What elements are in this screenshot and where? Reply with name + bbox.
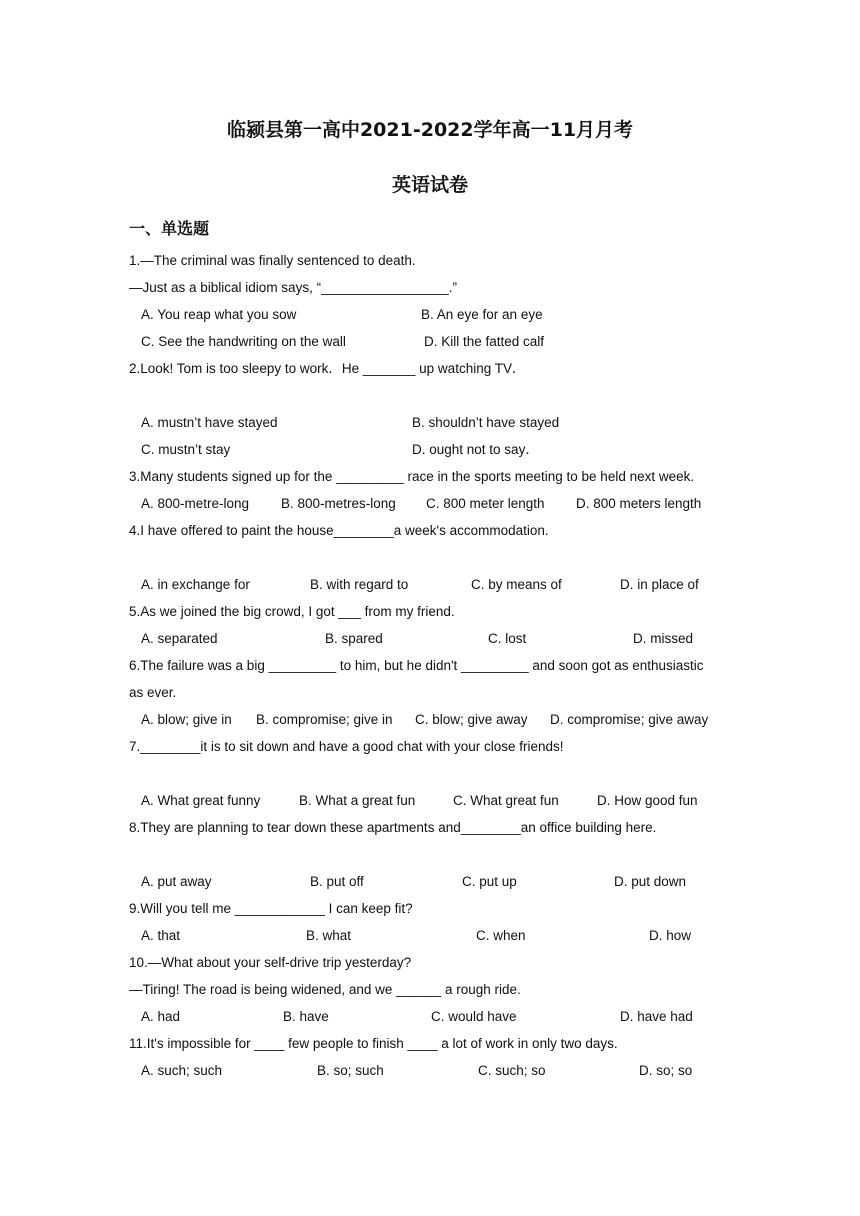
question-7-option-c: C. What great fun <box>453 793 559 808</box>
question-10-option-d: D. have had <box>620 1009 693 1024</box>
question-1-stem: 1.—The criminal was finally sentenced to death. <box>129 253 416 268</box>
section-heading: 一、单选题 <box>129 219 210 238</box>
question-7-option-a: A. What great funny <box>141 793 261 808</box>
question-5-option-d: D. missed <box>633 631 694 646</box>
question-1-option-b: B. An eye for an eye <box>421 307 543 322</box>
question-4-option-c: C. by means of <box>471 577 562 592</box>
question-8-option-a: A. put away <box>141 874 212 889</box>
question-3-option-a: A. 800-metre-long <box>141 496 250 511</box>
question-8-option-b: B. put off <box>310 874 364 889</box>
question-10-stem-line-2: —Tiring! The road is being widened, and we ______ a rough ride. <box>129 982 521 997</box>
question-6-option-c: C. blow; give away <box>415 712 528 727</box>
question-10-stem: 10.—What about your self-drive trip yesterday? <box>129 955 412 970</box>
question-8-option-c: C. put up <box>462 874 517 889</box>
question-3-option-d: D. 800 meters length <box>576 496 702 511</box>
question-2-option-d: D. ought not to say． <box>412 442 539 457</box>
question-3-option-c: C. 800 meter length <box>426 496 545 511</box>
question-8-stem: 8.They are planning to tear down these apartments and________an office building here. <box>129 820 657 835</box>
question-6-option-a: A. blow; give in <box>141 712 232 727</box>
question-5-stem: 5.As we joined the big crowd, I got ___ from my friend. <box>129 604 455 619</box>
exam-title: 临颍县第一高中2021-2022学年高一11月月考 <box>226 119 634 141</box>
question-4-stem: 4.I have offered to paint the house________a week's accommodation. <box>129 523 549 538</box>
question-9-option-d: D. how <box>649 928 692 943</box>
question-6-option-d: D. compromise; give away <box>550 712 709 727</box>
question-8-option-d: D. put down <box>614 874 687 889</box>
question-11-option-c: C. such; so <box>478 1063 546 1078</box>
question-1-option-d: D. Kill the fatted calf <box>424 334 545 349</box>
question-2-option-a: A. mustn’t have stayed <box>141 415 278 430</box>
question-5-option-b: B. spared <box>325 631 383 646</box>
question-1-option-c: C. See the handwriting on the wall <box>141 334 346 349</box>
question-2-stem: 2.Look! Tom is too sleepy to work．He _______ up watching TV． <box>129 361 526 376</box>
question-6-stem-line-2: as ever. <box>129 685 177 700</box>
question-4-option-a: A. in exchange for <box>141 577 250 592</box>
question-9-option-a: A. that <box>141 928 181 943</box>
question-2-option-c: C. mustn’t stay <box>141 442 231 457</box>
question-9-stem: 9.Will you tell me ____________ I can keep fit? <box>129 901 413 916</box>
question-6-stem: 6.The failure was a big _________ to him, but he didn't _________ and soon got as enthusiastic <box>129 658 704 673</box>
question-3-option-b: B. 800-metres-long <box>281 496 396 511</box>
question-7-option-b: B. What a great fun <box>299 793 416 808</box>
question-1-option-a: A. You reap what you sow <box>141 307 297 322</box>
question-11-option-b: B. so; such <box>317 1063 384 1078</box>
question-10-option-a: A. had <box>141 1009 181 1024</box>
question-1-stem-line-2: —Just as a biblical idiom says, “_________________.” <box>129 280 457 295</box>
question-7-option-d: D. How good fun <box>597 793 698 808</box>
question-9-option-c: C. when <box>476 928 526 943</box>
question-11-option-d: D. so; so <box>639 1063 693 1078</box>
question-11-stem: 11.It's impossible for ____ few people to finish ____ a lot of work in only two days. <box>129 1036 618 1051</box>
question-2-option-b: B. shouldn’t have stayed <box>412 415 560 430</box>
question-5-option-c: C. lost <box>488 631 527 646</box>
question-10-option-c: C. would have <box>431 1009 517 1024</box>
question-11-option-a: A. such; such <box>141 1063 223 1078</box>
question-5-option-a: A. separated <box>141 631 218 646</box>
question-4-option-b: B. with regard to <box>310 577 409 592</box>
question-4-option-d: D. in place of <box>620 577 699 592</box>
exam-subtitle: 英语试卷 <box>391 174 468 196</box>
question-7-stem: 7.________it is to sit down and have a good chat with your close friends! <box>129 739 564 754</box>
question-3-stem: 3.Many students signed up for the _________ race in the sports meeting to be held next week. <box>129 469 695 484</box>
question-10-option-b: B. have <box>283 1009 329 1024</box>
question-6-option-b: B. compromise; give in <box>256 712 393 727</box>
question-9-option-b: B. what <box>306 928 352 943</box>
